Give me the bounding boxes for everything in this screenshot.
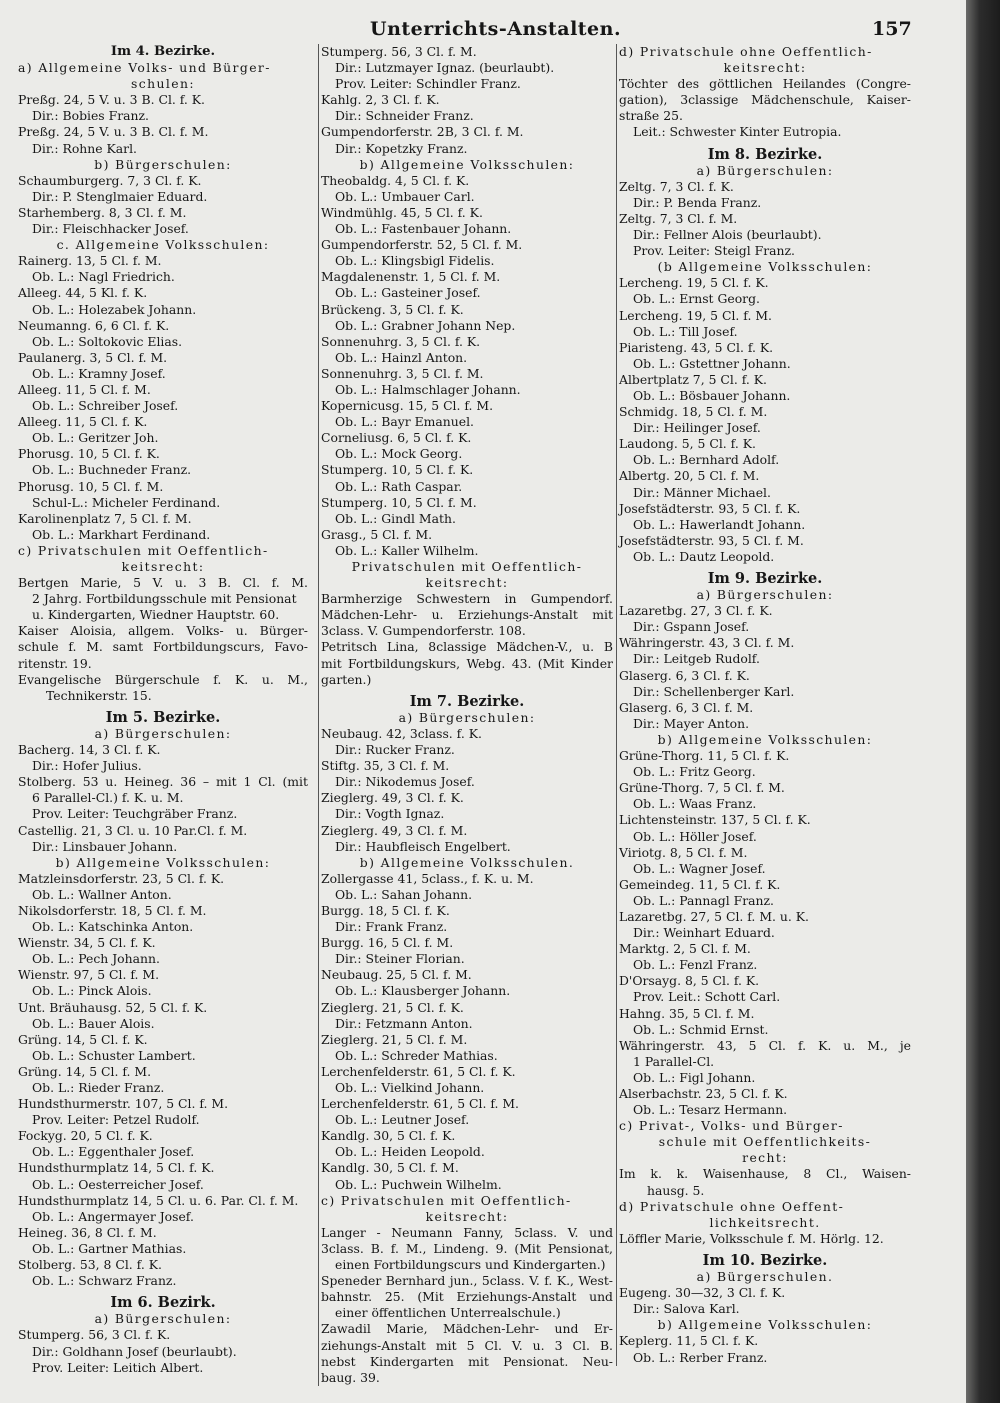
text-line: Kaiser Aloisia, allgem. Volks- u. Bürger- — [18, 623, 308, 639]
text-line: Paulanerg. 3, 5 Cl. f. M. — [18, 349, 168, 365]
text-line: Zieglerg. 21, 5 Cl. f. K. — [321, 999, 464, 1015]
text-line: Stumperg. 56, 3 Cl. f. K. — [18, 1327, 171, 1343]
text-line: schule f. M. samt Fortbildungscurs, Favo- — [18, 639, 308, 655]
text-line: Grüng. 14, 5 Cl. f. K. — [18, 1031, 148, 1047]
text-line: Ob. L.: Schuster Lambert. — [32, 1047, 196, 1063]
text-line: Ob. L.: Gstettner Johann. — [633, 355, 791, 371]
section-heading: b) Allgemeine Volksschulen: — [657, 1317, 873, 1333]
page-number: 157 — [872, 18, 912, 40]
column-1 — [18, 44, 308, 1376]
text-line: Laudong. 5, 5 Cl. f. K. — [619, 436, 756, 452]
text-line: Dir.: Rucker Franz. — [335, 742, 455, 758]
text-line: Grüne-Thorg. 11, 5 Cl. f. K. — [619, 748, 790, 764]
text-line: Ob. L.: Soltokovic Elias. — [32, 333, 183, 349]
text-line: Zeltg. 7, 3 Cl. f. K. — [619, 178, 734, 194]
text-line: Barmherzige Schwestern in Gumpendorf. — [321, 591, 613, 607]
text-line: Ob. L.: Holezabek Johann. — [32, 301, 197, 317]
text-line: Ob. L.: Wagner Josef. — [633, 860, 766, 876]
section-heading: b) Allgemeine Volksschulen. — [359, 854, 575, 870]
section-heading: a) Bürgerschulen: — [696, 587, 834, 603]
section-heading: (b Allgemeine Volksschulen: — [657, 259, 873, 275]
text-line: Ob. L.: Umbauer Carl. — [335, 188, 475, 204]
text-line: Ob. L.: Wallner Anton. — [32, 886, 172, 902]
text-line: Ob. L.: Till Josef. — [633, 323, 738, 339]
section-heading: c. Allgemeine Volksschulen: — [56, 237, 270, 253]
text-line: Dir.: Schneider Franz. — [335, 108, 474, 124]
text-line: Neubaug. 42, 3class. f. K. — [321, 725, 482, 741]
text-line: Phorusg. 10, 5 Cl. f. M. — [18, 478, 164, 494]
text-line: Burgg. 18, 5 Cl. f. K. — [321, 902, 450, 918]
text-line: Dir.: Goldhann Josef (beurlaubt). — [32, 1343, 237, 1359]
section-heading: keitsrecht: — [121, 559, 205, 574]
text-line: Alleeg. 11, 5 Cl. f. K. — [18, 414, 148, 430]
text-line: Ob. L.: Tesarz Hermann. — [633, 1102, 788, 1118]
text-line: Ob. L.: Pech Johann. — [32, 951, 160, 967]
text-line: 6 Parallel-Cl.) f. K. u. M. — [32, 790, 184, 806]
text-line: Dir.: Männer Michael. — [633, 484, 771, 500]
running-title: Unterrichts-Anstalten. — [370, 18, 622, 40]
text-line: Ob. L.: Grabner Johann Nep. — [335, 317, 516, 333]
text-line: Castellig. 21, 3 Cl. u. 10 Par.Cl. f. M. — [18, 822, 248, 838]
text-line: Nikolsdorferstr. 18, 5 Cl. f. M. — [18, 902, 207, 918]
text-line: Heineg. 36, 8 Cl. f. M. — [18, 1224, 157, 1240]
text-line: Preßg. 24, 5 V. u. 3 B. Cl. f. M. — [18, 124, 209, 140]
text-line: 2 Jahrg. Fortbildungsschule mit Pensionat — [32, 591, 297, 607]
text-line: Ob. L.: Bayr Emanuel. — [335, 414, 474, 430]
text-line: 1 Parallel-Cl. — [633, 1053, 715, 1069]
text-line: einer öffentlichen Unterrealschule.) — [335, 1305, 561, 1321]
section-heading: keitsrecht: — [425, 575, 509, 591]
text-line: Kahlg. 2, 3 Cl. f. K. — [321, 92, 440, 108]
text-line: Dir.: Bobies Franz. — [32, 108, 149, 124]
text-line: Dir.: Linsbauer Johann. — [32, 838, 178, 854]
text-line: Ob. L.: Angermayer Josef. — [32, 1208, 194, 1224]
column-2 — [318, 44, 613, 1386]
text-line: Prov. Leiter: Leitich Albert. — [32, 1359, 204, 1375]
text-line: Ob. L.: Kramny Josef. — [32, 365, 166, 381]
section-heading: b) Allgemeine Volksschulen: — [55, 854, 271, 870]
text-line: Alserbachstr. 23, 5 Cl. f. K. — [619, 1086, 788, 1101]
text-line: Ob. L.: Fastenbauer Johann. — [335, 221, 512, 237]
text-line: Dir.: Salova Karl. — [633, 1301, 740, 1317]
text-line: Dir.: Nikodemus Josef. — [335, 774, 475, 790]
section-heading: b) Bürgerschulen: — [94, 156, 232, 172]
section-heading: Privatschulen mit Oeffentlich- — [351, 559, 583, 574]
text-line: Magdalenenstr. 1, 5 Cl. f. M. — [321, 269, 501, 285]
text-line: Piaristeng. 43, 5 Cl. f. K. — [619, 339, 774, 355]
text-line: Dir.: Vogth Ignaz. — [335, 806, 445, 822]
text-line: Gemeindeg. 11, 5 Cl. f. K. — [619, 876, 781, 892]
text-line: Corneliusg. 6, 5 Cl. f. K. — [321, 430, 472, 446]
text-line: Grasg., 5 Cl. f. M. — [321, 526, 433, 542]
text-line: Sonnenuhrg. 3, 5 Cl. f. M. — [321, 365, 484, 381]
section-heading: a) Allgemeine Volks- und Bürger- — [18, 60, 271, 76]
text-line: Ob. L.: Heiden Leopold. — [335, 1144, 485, 1160]
section-heading: a) Bürgerschulen. — [696, 1269, 834, 1285]
text-line: Stolberg. 53 u. Heineg. 36 – mit 1 Cl. (mit — [18, 774, 308, 790]
text-line: Dir.: Kopetzky Franz. — [335, 140, 468, 156]
text-line: Ob. L.: Bösbauer Johann. — [633, 387, 791, 403]
text-line: Ob. L.: Kaller Wilhelm. — [335, 542, 479, 558]
text-line: Starhemberg. 8, 3 Cl. f. M. — [18, 204, 187, 220]
text-line: Prov. Leiter: Teuchgräber Franz. — [32, 806, 238, 822]
text-line: Bertgen Marie, 5 V. u. 3 B. Cl. f. M. — [18, 575, 308, 591]
text-line: Zollergasse 41, 5class., f. K. u. M. — [321, 870, 534, 886]
text-line: Lercheng. 19, 5 Cl. f. M. — [619, 307, 772, 323]
text-line: Prov. Leiter: Schindler Franz. — [335, 76, 521, 92]
text-line: Schmidg. 18, 5 Cl. f. M. — [619, 404, 768, 420]
text-line: Windmühlg. 45, 5 Cl. f. K. — [321, 204, 483, 220]
text-line: Glaserg. 6, 3 Cl. f. M. — [619, 699, 754, 715]
section-heading: schulen: — [131, 76, 195, 92]
text-line: Töchter des göttlichen Heilandes (Congre- — [619, 76, 911, 92]
text-line: Ob. L.: Fenzl Franz. — [633, 957, 758, 973]
section-heading: d) Privatschule ohne Oeffent- — [619, 1198, 845, 1214]
text-line: Dir.: Weinhart Eduard. — [633, 925, 775, 941]
text-line: Ob. L.: Bernhard Adolf. — [633, 452, 780, 468]
text-line: Wienstr. 97, 5 Cl. f. M. — [18, 967, 160, 983]
text-line: nebst Kindergarten mit Pensionat. Neu- — [321, 1353, 613, 1369]
text-line: Unt. Bräuhausg. 52, 5 Cl. f. K. — [18, 999, 208, 1015]
text-line: Kandlg. 30, 5 Cl. f. M. — [321, 1160, 459, 1176]
text-line: Stumperg. 10, 5 Cl. f. K. — [321, 462, 474, 478]
text-line: Dir.: Frank Franz. — [335, 919, 448, 935]
text-line: Währingerstr. 43, 5 Cl. f. K. u. M., je — [619, 1037, 911, 1053]
text-line: Ob. L.: Pannagl Franz. — [633, 892, 774, 908]
text-line: Ob. L.: Markhart Ferdinand. — [32, 526, 211, 542]
text-line: Dir.: P. Stenglmaier Eduard. — [32, 188, 208, 204]
text-line: Brückeng. 3, 5 Cl. f. K. — [321, 301, 464, 317]
text-line: Zieglerg. 49, 3 Cl. f. K. — [321, 790, 464, 806]
district-heading: Im 6. Bezirk. — [110, 1294, 216, 1312]
text-line: Dir.: Fetzmann Anton. — [335, 1015, 473, 1031]
text-line: straße 25. — [619, 108, 683, 124]
text-line: Dir.: P. Benda Franz. — [633, 194, 762, 210]
text-line: Eugeng. 30—32, 3 Cl. f. K. — [619, 1285, 786, 1301]
text-line: Grüne-Thorg. 7, 5 Cl. f. M. — [619, 780, 785, 796]
text-line: Kandlg. 30, 5 Cl. f. K. — [321, 1128, 456, 1144]
text-line: Zieglerg. 49, 3 Cl. f. M. — [321, 822, 468, 838]
text-line: Dir.: Hofer Julius. — [32, 758, 142, 774]
text-line: Prov. Leiter: Steigl Franz. — [633, 243, 795, 259]
text-line: Ob. L.: Ernst Georg. — [633, 291, 760, 307]
text-line: Technikerstr. 15. — [46, 687, 152, 703]
section-heading: c) Privatschulen mit Oeffentlich- — [321, 1192, 572, 1208]
text-line: Stiftg. 35, 3 Cl. f. M. — [321, 758, 450, 774]
text-line: Lercheng. 19, 5 Cl. f. K. — [619, 275, 769, 291]
text-line: Stumperg. 10, 5 Cl. f. M. — [321, 494, 477, 510]
district-heading: Im 10. Bezirke. — [702, 1251, 828, 1269]
text-line: Hundsthurmplatz 14, 5 Cl. f. K. — [18, 1160, 215, 1176]
text-line: Rainerg. 13, 5 Cl. f. M. — [18, 253, 162, 269]
text-line: 3class. V. Gumpendorferstr. 108. — [321, 623, 526, 639]
text-line: Lerchenfelderstr. 61, 5 Cl. f. M. — [321, 1096, 519, 1112]
text-line: Lichtensteinstr. 137, 5 Cl. f. K. — [619, 812, 811, 828]
text-line: Fockyg. 20, 5 Cl. f. K. — [18, 1128, 153, 1144]
section-heading: c) Privat-, Volks- und Bürger- — [619, 1118, 844, 1134]
text-line: mit Fortbildungskurs, Webg. 43. (Mit Kinder — [321, 655, 613, 671]
text-line: Dir.: Rohne Karl. — [32, 140, 137, 156]
text-line: Albertg. 20, 5 Cl. f. M. — [619, 468, 760, 484]
district-heading: Im 5. Bezirke. — [105, 708, 221, 726]
text-line: Dir.: Lutzmayer Ignaz. (beurlaubt). — [335, 60, 555, 76]
text-line: Stolberg. 53, 8 Cl. f. K. — [18, 1257, 162, 1273]
text-line: Lazaretbg. 27, 5 Cl. f. M. u. K. — [619, 908, 809, 924]
text-line: u. Kindergarten, Wiedner Hauptstr. 60. — [32, 607, 280, 623]
section-heading: a) Bürgerschulen: — [398, 709, 536, 725]
text-line: Prov. Leit.: Schott Carl. — [633, 989, 781, 1005]
text-line: Ob. L.: Höller Josef. — [633, 828, 757, 844]
text-line: Dir.: Fleischhacker Josef. — [32, 221, 189, 237]
text-line: garten.) — [321, 671, 372, 687]
text-line: Marktg. 2, 5 Cl. f. M. — [619, 941, 751, 957]
text-line: bahnstr. 25. (Mit Erziehungs-Anstalt und — [321, 1289, 613, 1305]
text-line: Grüng. 14, 5 Cl. f. M. — [18, 1063, 152, 1079]
text-line: Ob. L.: Nagl Friedrich. — [32, 269, 175, 285]
text-line: Ob. L.: Eggenthaler Josef. — [32, 1144, 195, 1160]
section-heading: a) Bürgerschulen: — [94, 725, 232, 741]
text-line: Ob. L.: Pinck Alois. — [32, 983, 152, 999]
text-line: Ob. L.: Waas Franz. — [633, 796, 757, 812]
text-line: Ob. L.: Klingsbigl Fidelis. — [335, 253, 495, 269]
text-line: Schaumburgerg. 7, 3 Cl. f. K. — [18, 172, 202, 188]
text-line: Viriotg. 8, 5 Cl. f. M. — [619, 844, 748, 860]
text-line: Ob. L.: Schmid Ernst. — [633, 1021, 769, 1037]
text-line: Preßg. 24, 5 V. u. 3 B. Cl. f. K. — [18, 92, 206, 108]
text-line: Ob. L.: Schreder Mathias. — [335, 1047, 498, 1063]
text-line: Ob. L.: Gasteiner Josef. — [335, 285, 481, 301]
text-line: Bacherg. 14, 3 Cl. f. K. — [18, 742, 161, 758]
text-line: Zawadil Marie, Mädchen-Lehr- und Er- — [321, 1321, 613, 1337]
text-line: Ob. L.: Leutner Josef. — [335, 1112, 470, 1128]
text-line: Kopernicusg. 15, 5 Cl. f. M. — [321, 398, 494, 414]
text-line: Prov. Leiter: Petzel Rudolf. — [32, 1112, 200, 1128]
text-line: Ob. L.: Halmschlager Johann. — [335, 381, 521, 397]
text-line: Ob. L.: Vielkind Johann. — [335, 1080, 485, 1095]
text-line: ritenstr. 19. — [18, 655, 92, 671]
section-heading: a) Bürgerschulen: — [696, 162, 834, 178]
text-line: Speneder Bernhard jun., 5class. V. f. K., West- — [321, 1273, 613, 1289]
text-line: Hundsthurmplatz 14, 5 Cl. u. 6. Par. Cl. f. M. — [18, 1192, 299, 1208]
text-line: Zeltg. 7, 3 Cl. f. M. — [619, 210, 738, 226]
text-line: Glaserg. 6, 3 Cl. f. K. — [619, 667, 750, 683]
text-line: Langer - Neumann Fanny, 5class. V. und — [321, 1224, 613, 1240]
text-line: Petritsch Lina, 8classige Mädchen-V., u. B — [321, 639, 613, 655]
text-line: Dir.: Heilinger Josef. — [633, 420, 761, 436]
text-line: Ob. L.: Geritzer Joh. — [32, 430, 159, 446]
text-line: Ob. L.: Katschinka Anton. — [32, 919, 194, 935]
text-line: Evangelische Bürgerschule f. K. u. M., — [18, 671, 308, 687]
text-line: Ob. L.: Schreiber Josef. — [32, 398, 179, 414]
text-line: Phorusg. 10, 5 Cl. f. K. — [18, 446, 160, 462]
text-line: Ob. L.: Schwarz Franz. — [32, 1273, 177, 1289]
text-line: Hundsthurmerstr. 107, 5 Cl. f. M. — [18, 1096, 229, 1112]
section-heading: b) Allgemeine Volksschulen: — [359, 156, 575, 172]
text-line: Alleeg. 44, 5 Kl. f. K. — [18, 285, 148, 301]
text-line: Alleeg. 11, 5 Cl. f. M. — [18, 381, 151, 397]
district-heading: Im 4. Bezirke. — [110, 44, 216, 59]
text-line: gation), 3classige Mädchenschule, Kaiser- — [619, 92, 911, 108]
text-line: Neubaug. 25, 5 Cl. f. M. — [321, 967, 472, 983]
section-heading: schule mit Oeffentlichkeits- — [658, 1134, 872, 1150]
text-line: Zieglerg. 21, 5 Cl. f. M. — [321, 1031, 468, 1047]
text-line: D'Orsayg. 8, 5 Cl. f. K. — [619, 973, 760, 989]
text-line: Dir.: Fellner Alois (beurlaubt). — [633, 227, 822, 243]
text-line: Währingerstr. 43, 3 Cl. f. M. — [619, 635, 795, 651]
text-line: Burgg. 16, 5 Cl. f. M. — [321, 935, 454, 951]
section-heading: keitsrecht: — [425, 1208, 509, 1224]
section-heading: d) Privatschule ohne Oeffentlich- — [619, 44, 873, 59]
text-line: Löffler Marie, Volksschule f. M. Hörlg. 12. — [619, 1230, 884, 1246]
text-line: Dir.: Steiner Florian. — [335, 951, 465, 967]
text-line: Hahng. 35, 5 Cl. f. M. — [619, 1005, 755, 1021]
district-heading: Im 8. Bezirke. — [707, 145, 823, 163]
text-line: Ob. L.: Hawerlandt Johann. — [633, 516, 806, 532]
text-line: Ob. L.: Rieder Franz. — [32, 1080, 165, 1095]
text-line: Sonnenuhrg. 3, 5 Cl. f. K. — [321, 333, 481, 349]
text-line: Ob. L.: Gindl Math. — [335, 510, 456, 526]
text-line: Schul-L.: Micheler Ferdinand. — [32, 494, 221, 510]
text-line: Theobaldg. 4, 5 Cl. f. K. — [321, 172, 470, 188]
text-line: Stumperg. 56, 3 Cl. f. M. — [321, 44, 477, 59]
text-line: Gumpendorferstr. 52, 5 Cl. f. M. — [321, 237, 523, 253]
text-line: Ob. L.: Rath Caspar. — [335, 478, 463, 494]
text-line: Leit.: Schwester Kinter Eutropia. — [633, 124, 842, 140]
text-line: Ob. L.: Rerber Franz. — [633, 1349, 768, 1365]
text-line: Neumanng. 6, 6 Cl. f. K. — [18, 317, 170, 333]
text-line: baug. 39. — [321, 1369, 380, 1385]
text-line: Ob. L.: Buchneder Franz. — [32, 462, 192, 478]
text-line: Ob. L.: Gartner Mathias. — [32, 1240, 187, 1256]
text-line: Albertplatz 7, 5 Cl. f. K. — [619, 371, 767, 387]
section-heading: keitsrecht: — [723, 60, 807, 76]
text-line: Wienstr. 34, 5 Cl. f. K. — [18, 935, 156, 951]
text-line: Dir.: Gspann Josef. — [633, 619, 750, 635]
text-line: Josefstädterstr. 93, 5 Cl. f. M. — [619, 532, 804, 548]
text-line: ziehungs-Anstalt mit 5 Cl. V. u. 3 Cl. B. — [321, 1337, 613, 1353]
text-line: Ob. L.: Bauer Alois. — [32, 1015, 155, 1031]
text-line: Im k. k. Waisenhause, 8 Cl., Waisen- — [619, 1166, 911, 1182]
district-heading: Im 9. Bezirke. — [707, 570, 823, 587]
text-line: Ob. L.: Dautz Leopold. — [633, 548, 775, 564]
column-3 — [616, 44, 911, 1366]
text-line: Josefstädterstr. 93, 5 Cl. f. K. — [619, 500, 801, 516]
text-line: Gumpendorferstr. 2B, 3 Cl. f. M. — [321, 124, 524, 140]
text-line: Keplerg. 11, 5 Cl. f. K. — [619, 1333, 759, 1349]
text-line: Ob. L.: Hainzl Anton. — [335, 349, 468, 365]
text-line: Dir.: Mayer Anton. — [633, 715, 750, 731]
text-line: hausg. 5. — [647, 1182, 705, 1198]
text-line: Dir.: Schellenberger Karl. — [633, 683, 795, 699]
section-heading: b) Allgemeine Volksschulen: — [657, 731, 873, 747]
text-line: Lerchenfelderstr. 61, 5 Cl. f. K. — [321, 1063, 516, 1079]
text-line: Ob. L.: Sahan Johann. — [335, 886, 473, 902]
text-line: Ob. L.: Mock Georg. — [335, 446, 463, 462]
text-line: Ob. L.: Oesterreicher Josef. — [32, 1176, 204, 1192]
page-edge-shadow — [966, 0, 1000, 1403]
text-line: Lazaretbg. 27, 3 Cl. f. K. — [619, 603, 773, 619]
section-heading: c) Privatschulen mit Oeffentlich- — [18, 542, 269, 558]
text-line: Dir.: Haubfleisch Engelbert. — [335, 838, 511, 854]
section-heading: lichkeitsrecht. — [709, 1214, 821, 1230]
text-line: einen Fortbildungscurs und Kindergarten.) — [335, 1257, 606, 1273]
text-line: Ob. L.: Fritz Georg. — [633, 764, 756, 780]
text-line: Dir.: Leitgeb Rudolf. — [633, 651, 760, 667]
text-line: Ob. L.: Puchwein Wilhelm. — [335, 1176, 502, 1192]
text-line: Ob. L.: Figl Johann. — [633, 1069, 756, 1085]
section-heading: a) Bürgerschulen: — [94, 1311, 232, 1327]
text-line: Mädchen-Lehr- u. Erziehungs-Anstalt mit — [321, 607, 613, 623]
text-line: Matzleinsdorferstr. 23, 5 Cl. f. K. — [18, 870, 225, 886]
district-heading: Im 7. Bezirke. — [409, 692, 525, 710]
text-line: 3class. B. f. M., Lindeng. 9. (Mit Pensionat, — [321, 1240, 613, 1256]
text-line: Karolinenplatz 7, 5 Cl. f. M. — [18, 510, 192, 526]
text-line: Ob. L.: Klausberger Johann. — [335, 983, 511, 999]
section-heading: recht: — [742, 1150, 788, 1166]
